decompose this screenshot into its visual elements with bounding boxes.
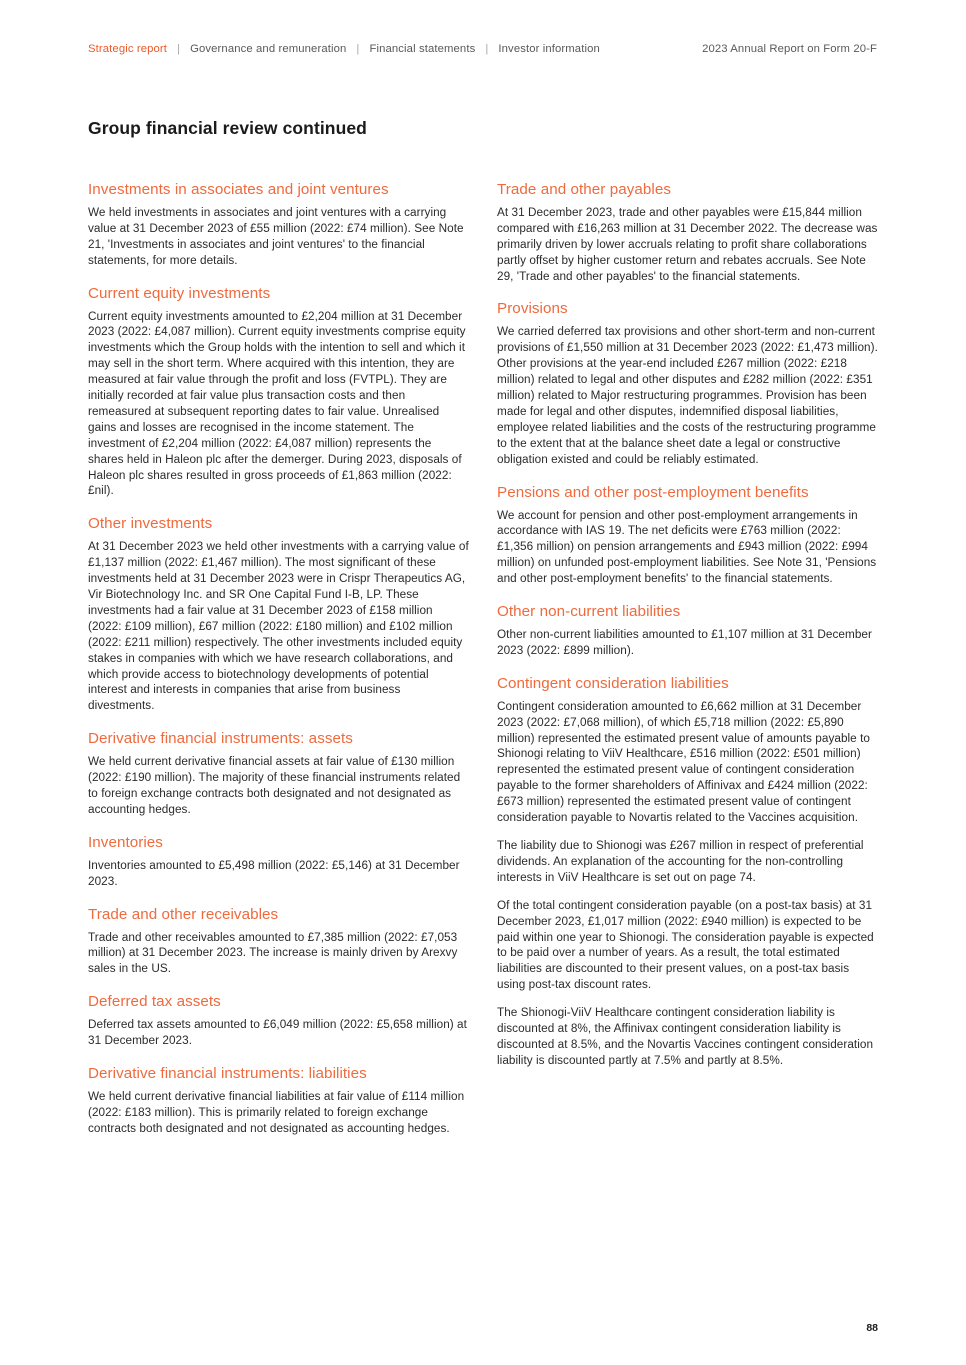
section-paragraph: We held current derivative financial liabilities at fair value of £114 million (2022: £183 million). This is primarily related to foreign exchange contracts both designated and not designated as accounting hedges. — [88, 1089, 465, 1135]
section-current-equity-investments — [88, 285, 469, 500]
nav-separator: | — [356, 43, 360, 55]
section-other-investments — [88, 515, 469, 714]
section-paragraph: Inventories amounted to £5,498 million (2022: £5,146) at 31 December 2023. — [88, 858, 460, 888]
right-column — [497, 181, 878, 1137]
section-derivative-financial-instruments-assets — [88, 730, 469, 818]
breadcrumb — [88, 43, 600, 55]
nav-item-investor-information[interactable]: Investor information — [498, 43, 600, 55]
section-paragraph: We held investments in associates and joint ventures with a carrying value at 31 December 2023 of £55 million (2022: £74 million). See Note 21, 'Investments in associates and joint ventures' to the financial statements, for more details. — [88, 205, 464, 267]
section-heading: Current equity investments — [88, 284, 271, 302]
section-paragraph: The liability due to Shionogi was £267 million in respect of preferential dividends. An explanation of the accounting for the non-controlling interests in ViiV Healthcare is set out on page 74. — [497, 838, 864, 884]
section-heading: Derivative financial instruments: liabilities — [88, 1065, 367, 1082]
section-heading: Pensions and other post-employment benefits — [497, 483, 809, 501]
page-header — [88, 41, 878, 57]
section-heading: Investments in associates and joint ventures — [88, 181, 389, 198]
section-paragraph: Trade and other receivables amounted to £7,385 million (2022: £7,053 million) at 31 December 2023. The increase is mainly driven by Arexvy sales in the US. — [88, 930, 458, 976]
section-deferred-tax-assets — [88, 993, 469, 1049]
left-column — [88, 181, 469, 1137]
section-investments-in-associates-and-joint-ventures — [88, 181, 469, 269]
report-title-label: 2023 Annual Report on Form 20-F — [702, 43, 877, 55]
content-columns — [88, 181, 878, 1137]
nav-item-financial-statements[interactable]: Financial statements — [369, 43, 476, 55]
section-other-non-current-liabilities — [497, 603, 878, 659]
section-paragraph: The Shionogi-ViiV Healthcare contingent consideration liability is discounted at 8%, the Affinivax contingent consideration liability is discounted at 8.5%, and the Novartis Vaccines contingent consideration liability is discounted partly at 7.5% and partly at 8.5%. — [497, 1006, 874, 1067]
page-title: Group financial review continued — [88, 117, 367, 138]
section-paragraph: At 31 December 2023, trade and other payables were £15,844 million compared with £16,263 million at 31 December 2022. The decrease was primarily driven by lower accruals relating to profit share collaborations partly offset by higher customer return and rebates accruals. See Note 29, 'Trade and other payables' to the financial statements. — [497, 205, 878, 283]
nav-separator: | — [485, 43, 489, 55]
section-paragraph: Other non-current liabilities amounted to £1,107 million at 31 December 2023 (2022: £899 million). — [497, 627, 872, 657]
nav-item-governance-and-remuneration[interactable]: Governance and remuneration — [190, 43, 347, 55]
page-number: 88 — [866, 1322, 878, 1334]
section-heading: Inventories — [88, 833, 163, 851]
section-heading: Other non-current liabilities — [497, 603, 681, 621]
section-paragraph: At 31 December 2023 we held other investments with a carrying value of £1,137 million (2022: £1,467 million). The most significant of these investments held at 31 December 2023 were in Crispr Therapeutics AG, Vir Biotechnology Inc. and SR One Capital Fund I-B, LP. These investments had a fair value at 31 December 2023 of £158 million (2022: £109 million), £67 million (2022: £180 million) and £102 million (2022: £211 million) respectively. The other investments included equity stakes in companies with which we have research collaborations, and which provide access to biotechnology developments of potential interest and interests in companies that arise from business divestments. — [88, 540, 469, 713]
section-heading: Derivative financial instruments: assets — [88, 730, 353, 748]
section-paragraph: Current equity investments amounted to £2,204 million at 31 December 2023 (2022: £4,087 million). Current equity investments comprise equity investments which the Group holds with the intention to sell and which it may sell in the short term. Where acquired with this intention, they are measured at fair value through the profit and loss (FVTPL). They are initially recorded at fair value plus transaction costs and then remeasured at subsequent reporting dates to fair value. Unrealised gains and losses are recognised in the income statement. The investment of £2,204 million (2022: £4,087 million) represents the shares held in Haleon plc after the demerger. During 2023, disposals of Haleon plc shares resulted in gross proceeds of £1,863 million (2022: £nil). — [88, 309, 466, 498]
section-contingent-consideration-liabilities — [497, 675, 878, 1069]
section-paragraph: We held current derivative financial assets at fair value of £130 million (2022: £190 million). The majority of these financial instruments related to foreign exchange contracts both designated and not designated as accounting hedges. — [88, 755, 461, 816]
nav-separator: | — [177, 43, 181, 55]
section-trade-and-other-payables — [497, 181, 878, 284]
section-paragraph: Of the total contingent consideration payable (on a post-tax basis) at 31 December 2023, £1,017 million (2022: £940 million) is expected to be paid within one year to Shionogi. The consideration payable is expected to be paid over a number of years. As a result, the total estimated liabilities are discounted to their present values, on a post-tax basis using post-tax discount rates. — [497, 898, 874, 992]
section-paragraph: We carried deferred tax provisions and other short-term and non-current provisions of £1,550 million at 31 December 2023 (2022: £1,473 million). Other provisions at the year-end included £267 million (2022: £218 million) related to legal and other disputes and £282 million (2022: £351 million) related to Major restructuring programmes. Provision has been made for legal and other disputes, indemnified disposal liabilities, employee related liabilities and the costs of the restructuring programme to the extent that at the balance sheet date a legal or constructive obligation existed and could be reliably estimated. — [497, 325, 878, 466]
section-pensions-and-other-post-employment-benefits — [497, 484, 878, 587]
section-paragraph: Contingent consideration amounted to £6,662 million at 31 December 2023 (2022: £7,068 million), of which £5,718 million (2022: £5,890 million) represented the estimated present value of amounts payable to Shionogi relating to ViiV Healthcare, £516 million (2022: £501 million) represented the estimated present value of contingent consideration payable to the former shareholders of Affinivax and £424 million (2022: £673 million) represented the estimated present value of contingent consideration payable to Novartis related to the Vaccines acquisition. — [497, 699, 870, 825]
nav-item-strategic-report[interactable]: Strategic report — [88, 43, 168, 55]
section-trade-and-other-receivables — [88, 906, 469, 978]
section-heading: Trade and other receivables — [88, 905, 279, 923]
section-heading: Provisions — [497, 300, 568, 318]
section-heading: Deferred tax assets — [88, 993, 221, 1011]
section-heading: Other investments — [88, 515, 213, 533]
section-inventories — [88, 834, 469, 890]
section-provisions — [497, 300, 878, 467]
section-paragraph: Deferred tax assets amounted to £6,049 million (2022: £5,658 million) at 31 December 2023. — [88, 1018, 467, 1048]
section-paragraph: We account for pension and other post-employment arrangements in accordance with IAS 19. The net deficits were £763 million (2022: £1,356 million) on pension arrangements and £943 million (2022: £994 million) on unfunded post-employment liabilities. See Note 31, 'Pensions and other post-employment benefits' to the financial statements. — [497, 508, 877, 586]
section-heading: Contingent consideration liabilities — [497, 674, 729, 692]
section-derivative-financial-instruments-liabilities — [88, 1065, 469, 1137]
section-heading: Trade and other payables — [497, 181, 671, 198]
